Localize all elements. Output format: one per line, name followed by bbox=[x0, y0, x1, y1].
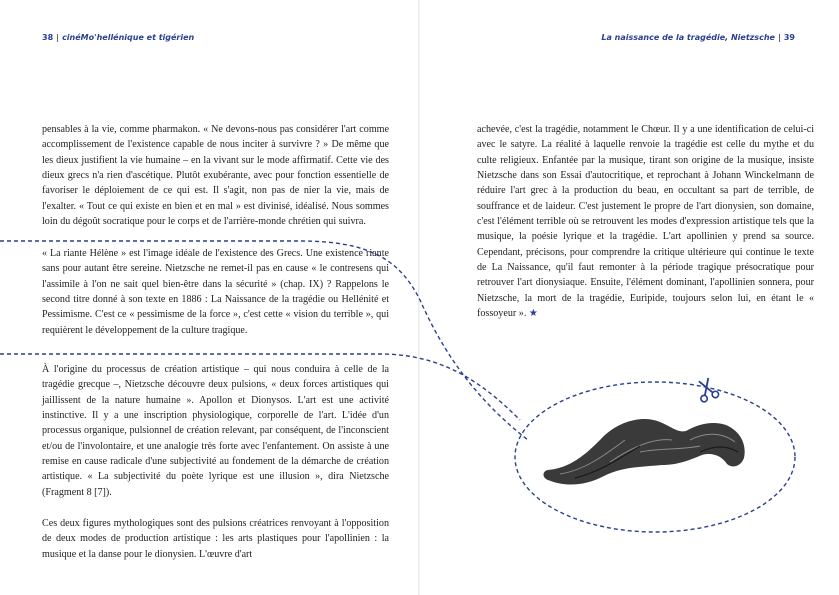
left-running-title: cinéMo'hellénique et tigérien bbox=[62, 33, 195, 42]
left-paragraph-4: Ces deux figures mythologiques sont des pulsions créatrices renvoyant à l'opposition de deux modes de production artistique : les arts plastiques pour l'apollinien : la musique et la danse pour le dionysien. L'œuvre d'art bbox=[42, 518, 389, 560]
mustache-image bbox=[544, 419, 745, 484]
right-page-number: 39 bbox=[783, 33, 795, 42]
header-separator: | bbox=[56, 33, 60, 42]
right-paragraph-1: achevée, c'est la tragédie, notamment le Chœur. Il y a une identification de celui-ci avec le satyre. La réalité à laquelle renvoie la tragédie est celle du mythe et du culte religieux. Enfantée par la musique, tirant son origine de la musique, insiste Nietzsche dans son Essai d'autocritique, et reprochant à Johann Winckelmann de réduire l'art grec à la production du beau, en occultant sa part de terrible, de souffrance et de laideur. C'est justement le propre de l'art dionysien, son domaine, c'est l'élément terrible où se retrouvent les modes d'expression artistique tels que la musique, la poésie lyrique et la tragédie. L'art apollinien y prend sa source. Cependant, précisons, pour comprendre la critique ultérieure qui continue le texte de La Naissance, qu'il faut remonter à la période tragique présocratique pour retrouver l'art dionysiaque. Ensuite, l'élément dominant, l'apollinien sonnera, pour Nietzsche, la mort de la tragédie, Euripide, toujours selon lui, en étant le « fossoyeur ». ★ bbox=[477, 124, 814, 320]
header-separator: | bbox=[777, 33, 781, 42]
right-running-title: La naissance de la tragédie, Nietzsche bbox=[601, 33, 775, 42]
upper-cut-line bbox=[0, 241, 528, 440]
left-page-number: 38 bbox=[42, 33, 54, 42]
lower-cut-line bbox=[0, 354, 520, 420]
end-mark-icon: ★ bbox=[528, 308, 538, 320]
left-paragraph-1: pensables à la vie, comme pharmakon. « Ne devons-nous pas considérer l'art comme accomplissement de l'existence capable de nous inciter à survivre ? » De même que les dieux justifient la vie humaine – en la vivant sur le mode affirmatif. Cette vie des dieux grecs n'a rien d'ascétique. Plutôt exubérante, avec pour fonction essentielle de favoriser le déploiement de ce qui est. Il s'agit, non pas de nier la vie, mais de l'exalter. « Tout ce qui existe en bien et en mal » est divinisé, idéalisé. Nous sommes loin du dégoût socratique pour le corps et de l'arrière-monde chrétien qui suivra. bbox=[42, 124, 389, 228]
left-paragraph-3: À l'origine du processus de création artistique – qui nous conduira à celle de la tragédie grecque –, Nietzsche découvre deux pulsions, « deux forces artistiques qui jaillissent de la nature humaine ». Apollon et Dionysos. L'art est une activité instinctive. Il y a une inscription physiologique, corporelle de l'art. L'idée d'un processus organique, pulsionnel de création relevant, par conséquent, de l'inconscient et/ou de l'involontaire, et une analogie très forte avec l'enfantement. On assiste à une remise en cause radicale d'une subjectivité au fondement de la démarche de création artistique. « La subjectivité du poète lyrique est une illusion », dira Nietzsche (Fragment 8 [7]). bbox=[42, 364, 389, 498]
scissors-icon bbox=[695, 376, 720, 402]
left-paragraph-2: « La riante Hélène » est l'image idéale de l'existence des Grecs. Une existence riante sans pour autant être sereine. Nietzsche ne remet-il pas en cause « le contresens qui l'assimile à l'on ne sait quel bien-être dans la sécurité » (chap. IX) ? Rappelons le second titre donné à son texte en 1886 : La Naissance de la tragédie ou Hellénité et Pessimisme. C'est ce « pessimisme de la force », c'est cette « vision du terrible », qui requièrent le développement de la culture tragique. bbox=[42, 248, 389, 336]
